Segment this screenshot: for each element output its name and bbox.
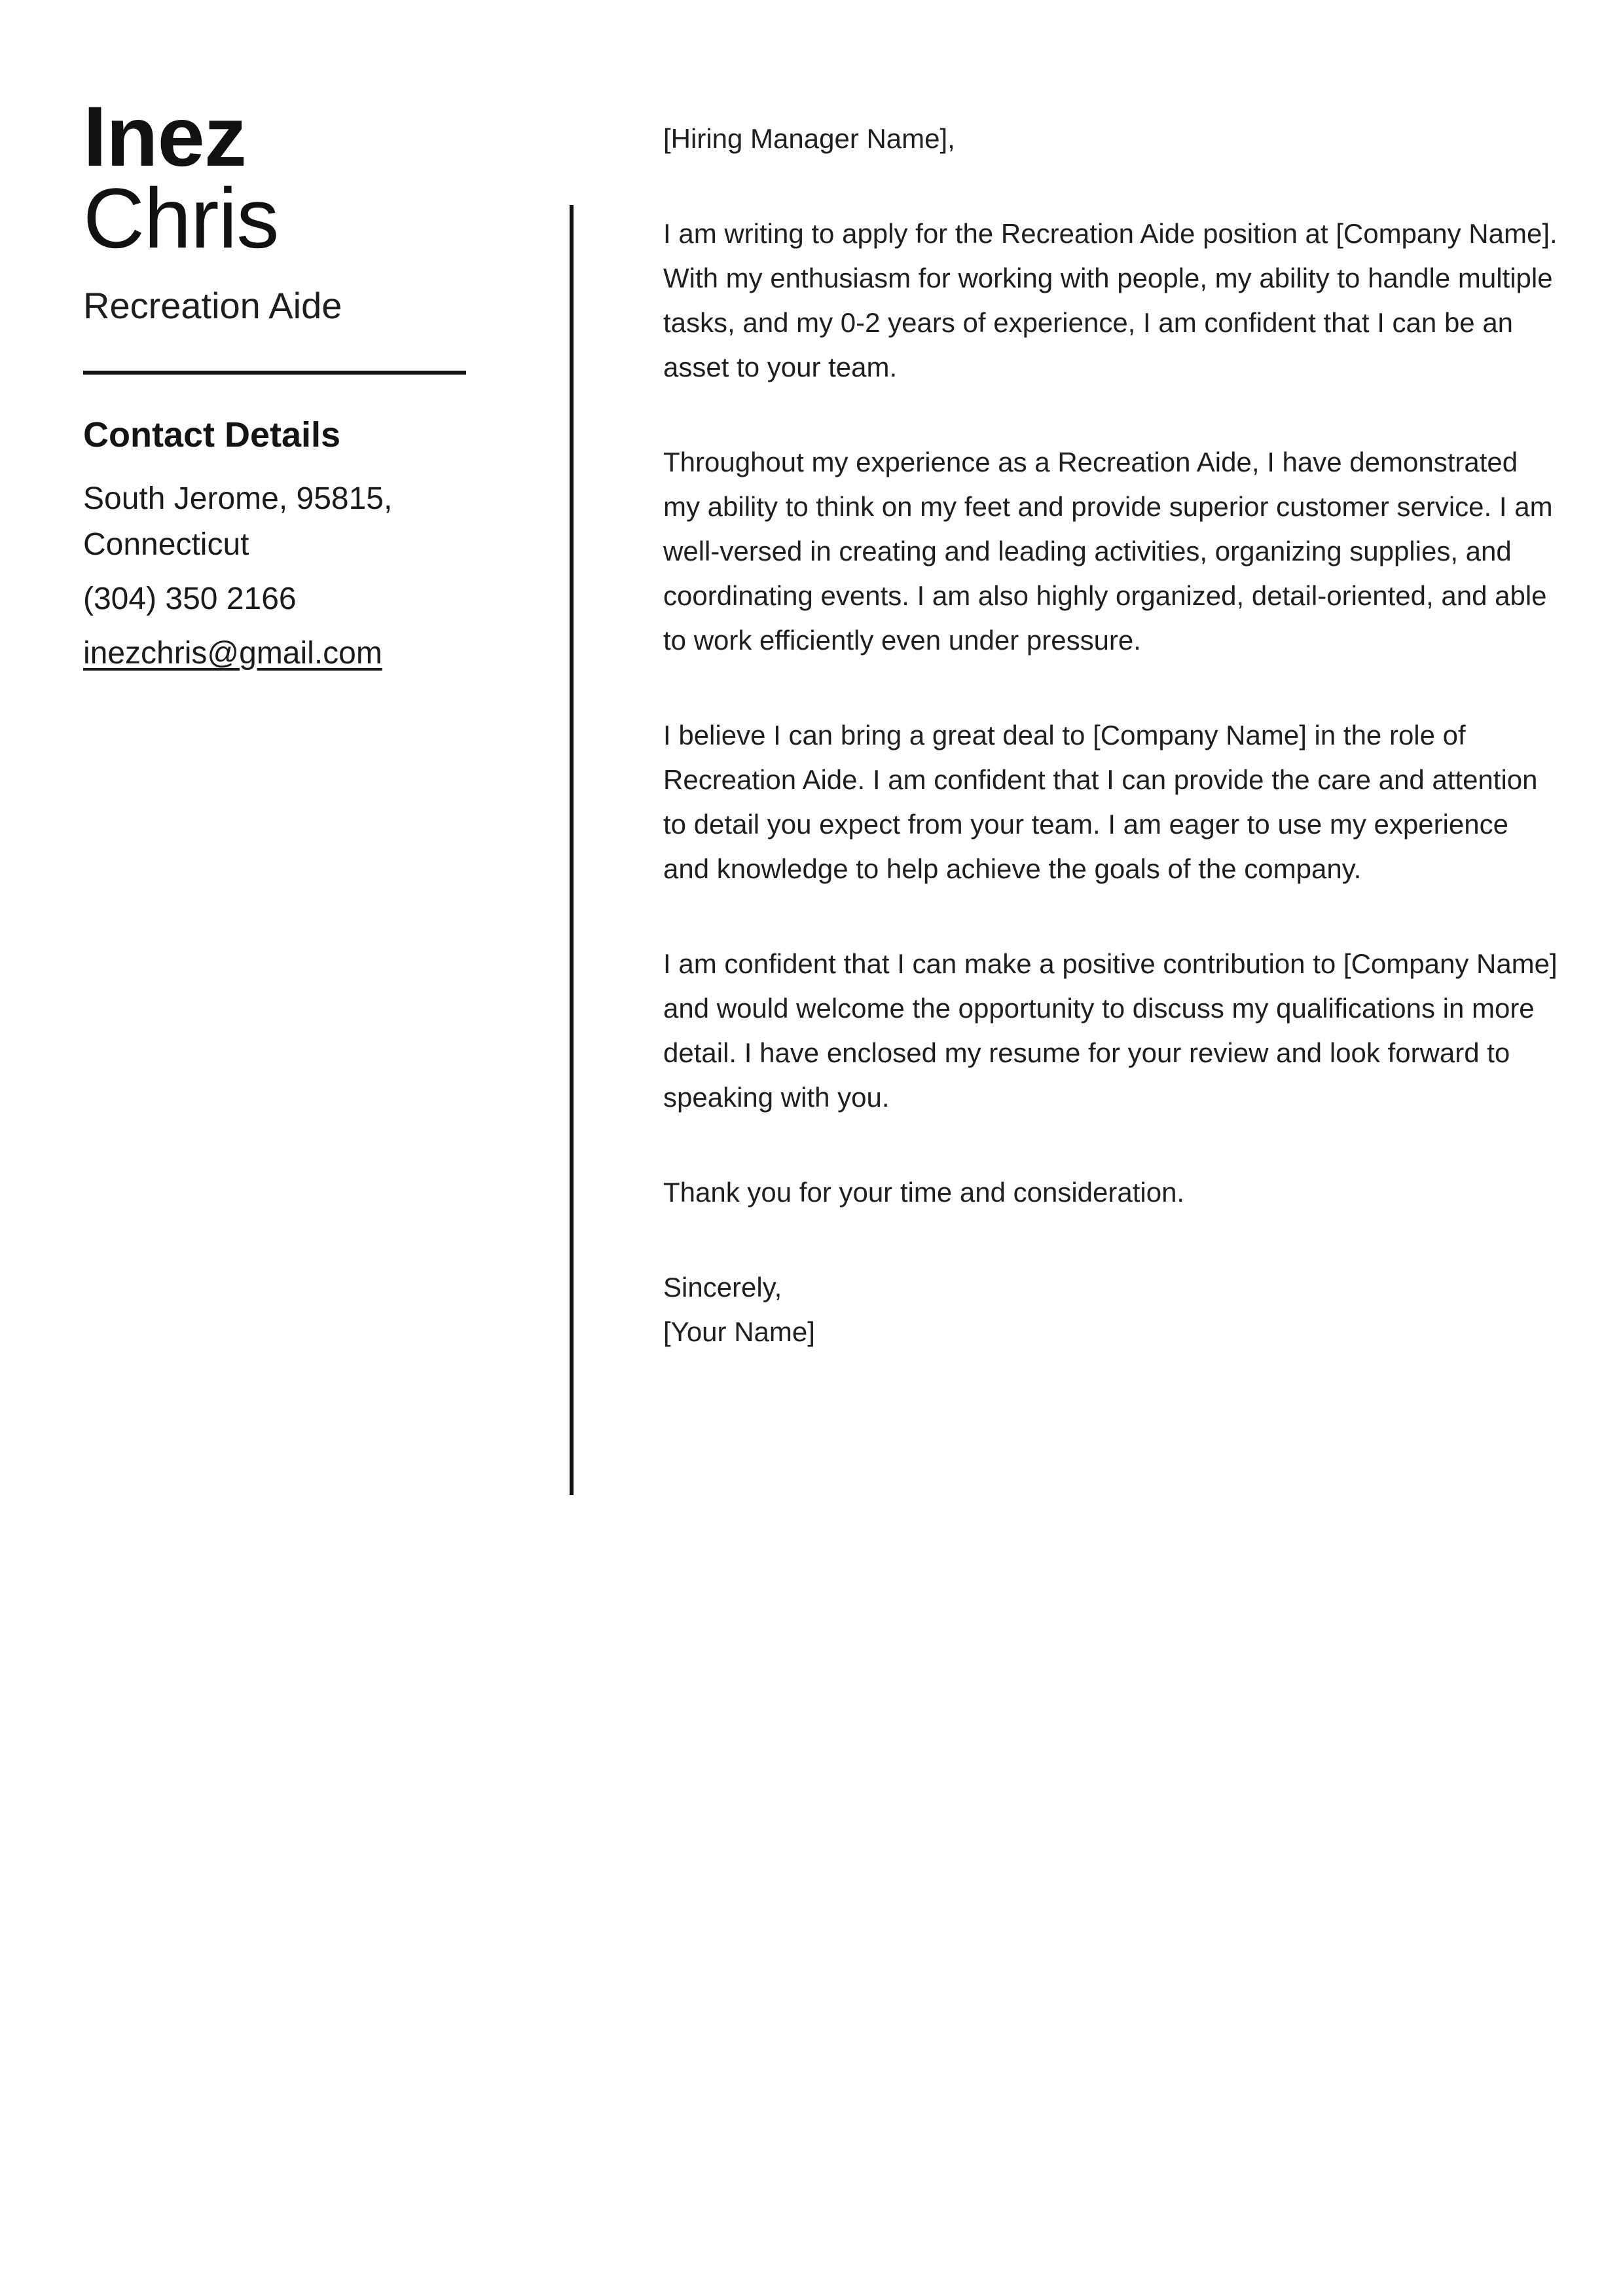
job-title: Recreation Aide	[83, 284, 342, 326]
sidebar-divider	[83, 371, 466, 375]
contact-details-heading: Contact Details	[83, 415, 341, 454]
candidate-last-name: Chris	[83, 170, 279, 266]
address-text: South Jerome, 95815, Connecticut	[83, 481, 393, 562]
letter-paragraph: I am writing to apply for the Recreation Aide position at [Company Name]. With my enthusiasm for working with people, my ability to handle multiple tasks, and my 0-2 years of experience, I am confident that I can be an asset to your team.	[663, 218, 1558, 382]
signoff-word: Sincerely,	[663, 1272, 782, 1303]
letter-paragraph: Throughout my experience as a Recreation Aide, I have demonstrated my ability to think on my feet and provide superior customer service. I am well-versed in creating and leading activities, organizing supplies, and coordinating events. I am also highly organized, detail-oriented, and able to work efficiently even under pressure.	[663, 447, 1553, 656]
signature-placeholder: [Your Name]	[663, 1316, 815, 1347]
sidebar	[83, 88, 483, 676]
email-link[interactable]: inezchris@gmail.com	[83, 635, 382, 671]
letter-paragraph: I am confident that I can make a positive contribution to [Company Name] and would welcome the opportunity to discuss my qualifications in more detail. I have enclosed my resume for your review and look forward to speaking with you.	[663, 948, 1558, 1113]
phone-number: (304) 350 2166	[83, 581, 297, 616]
closing-line: Thank you for your time and consideration.	[663, 1177, 1185, 1208]
candidate-name	[83, 88, 483, 266]
signoff-block	[663, 1265, 1560, 1354]
email-row	[83, 631, 483, 676]
salutation: [Hiring Manager Name],	[663, 123, 955, 154]
letter-paragraph: I believe I can bring a great deal to [Company Name] in the role of Recreation Aide. I am confident that I can provide the care and attention to detail you expect from your team. I am eager to use my experience and knowledge to help achieve the goals of the company.	[663, 720, 1538, 884]
vertical-divider	[570, 205, 574, 1495]
candidate-first-name: Inez	[83, 88, 246, 184]
letter-body	[663, 117, 1560, 1354]
